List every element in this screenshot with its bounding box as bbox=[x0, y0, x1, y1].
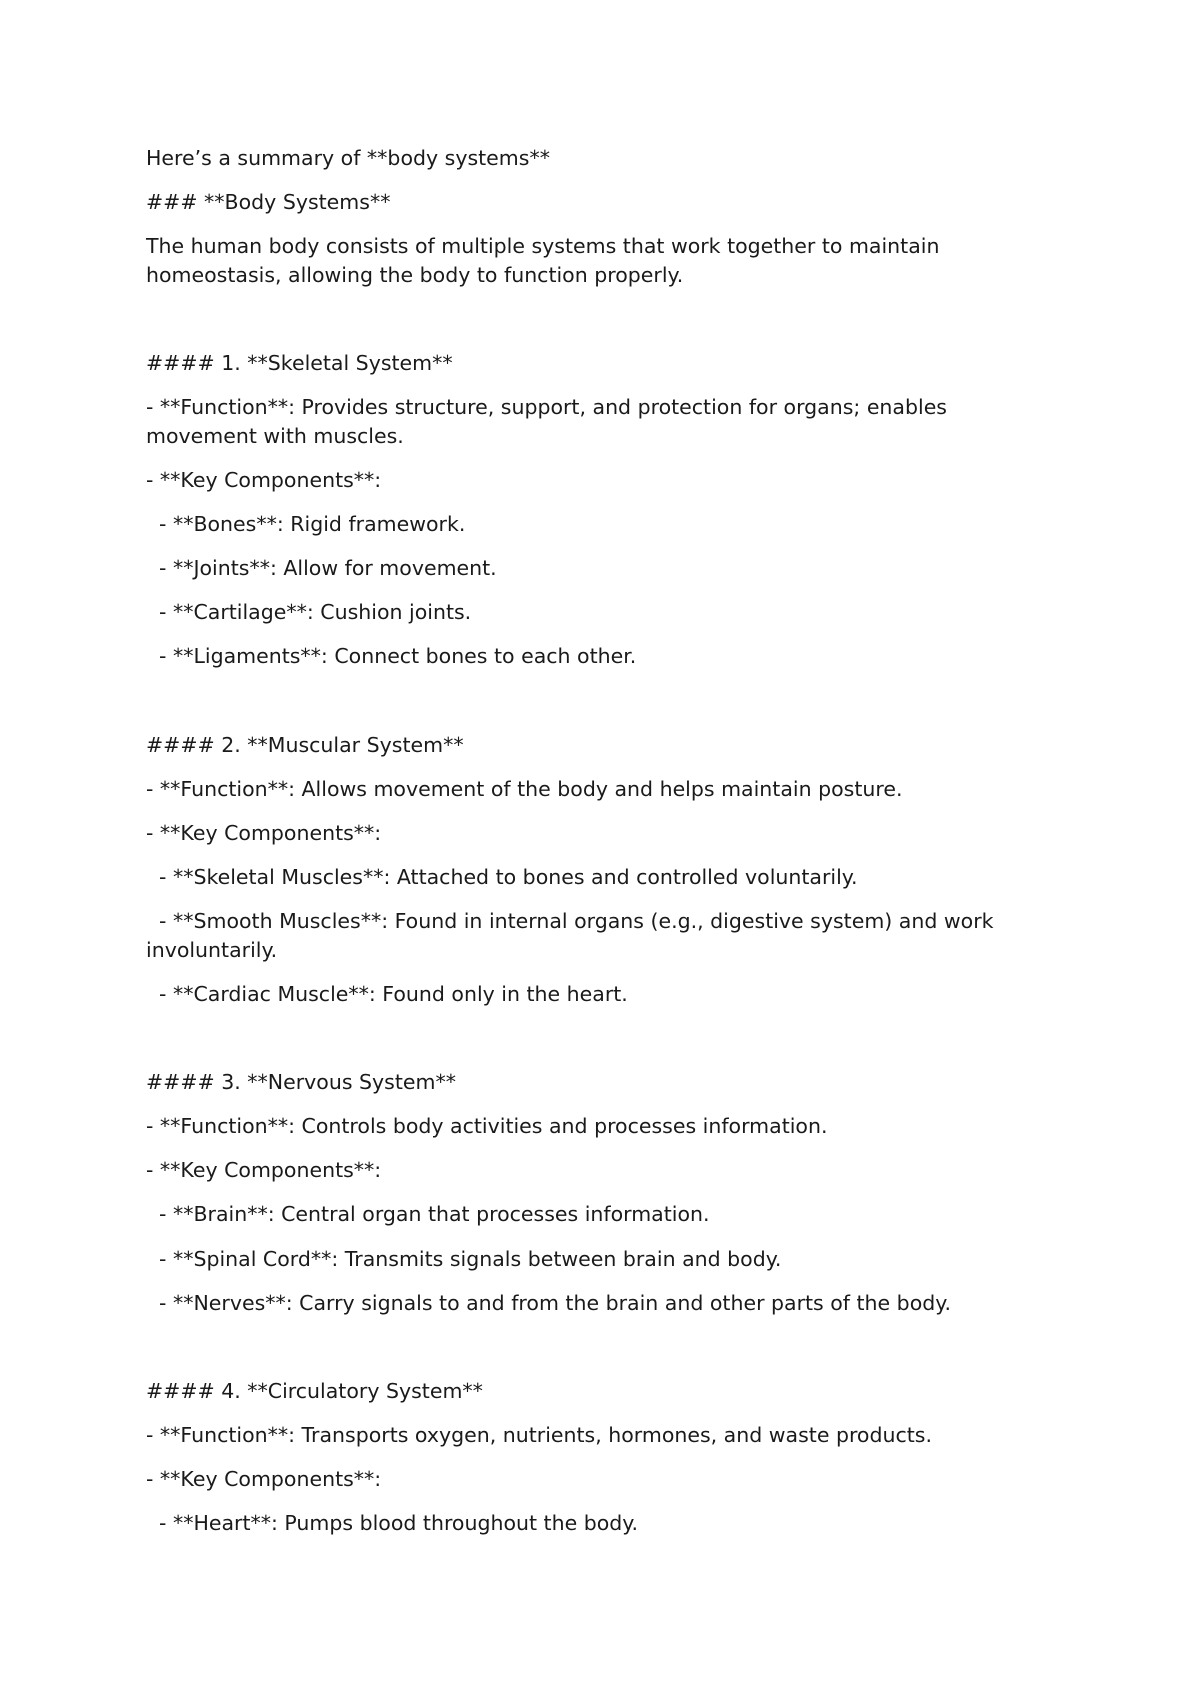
section-heading: #### 3. **Nervous System** bbox=[146, 1070, 456, 1094]
overview-paragraph: The human body consists of multiple systems that work together to maintain homeostasis, allowing the body to function properly. bbox=[146, 234, 940, 287]
function-line: - **Function**: Allows movement of the body and helps maintain posture. bbox=[146, 777, 903, 801]
component-item: - **Brain**: Central organ that processes information. bbox=[146, 1202, 710, 1226]
component-item: - **Bones**: Rigid framework. bbox=[146, 512, 466, 536]
component-item: - **Cardiac Muscle**: Found only in the heart. bbox=[146, 982, 628, 1006]
components-label: - **Key Components**: bbox=[146, 468, 382, 492]
components-label: - **Key Components**: bbox=[146, 1467, 382, 1491]
section-heading: #### 1. **Skeletal System** bbox=[146, 351, 453, 375]
component-item: - **Nerves**: Carry signals to and from the brain and other parts of the body. bbox=[146, 1291, 951, 1315]
component-item: - **Spinal Cord**: Transmits signals between brain and body. bbox=[146, 1247, 782, 1271]
section-heading: #### 4. **Circulatory System** bbox=[146, 1379, 483, 1403]
intro-line: Here’s a summary of **body systems** bbox=[146, 146, 550, 170]
section-heading: #### 2. **Muscular System** bbox=[146, 733, 464, 757]
function-line: - **Function**: Controls body activities and processes information. bbox=[146, 1114, 828, 1138]
component-item: - **Joints**: Allow for movement. bbox=[146, 556, 497, 580]
components-label: - **Key Components**: bbox=[146, 821, 382, 845]
component-item: - **Smooth Muscles**: Found in internal organs (e.g., digestive system) and work involuntarily. bbox=[146, 909, 1001, 962]
function-line: - **Function**: Transports oxygen, nutrients, hormones, and waste products. bbox=[146, 1423, 932, 1447]
components-label: - **Key Components**: bbox=[146, 1158, 382, 1182]
main-heading: ### **Body Systems** bbox=[146, 190, 391, 214]
component-item: - **Cartilage**: Cushion joints. bbox=[146, 600, 472, 624]
component-item: - **Heart**: Pumps blood throughout the body. bbox=[146, 1511, 639, 1535]
component-item: - **Skeletal Muscles**: Attached to bones and controlled voluntarily. bbox=[146, 865, 858, 889]
component-item: - **Ligaments**: Connect bones to each other. bbox=[146, 644, 637, 668]
function-line: - **Function**: Provides structure, support, and protection for organs; enables movement with muscles. bbox=[146, 395, 947, 448]
